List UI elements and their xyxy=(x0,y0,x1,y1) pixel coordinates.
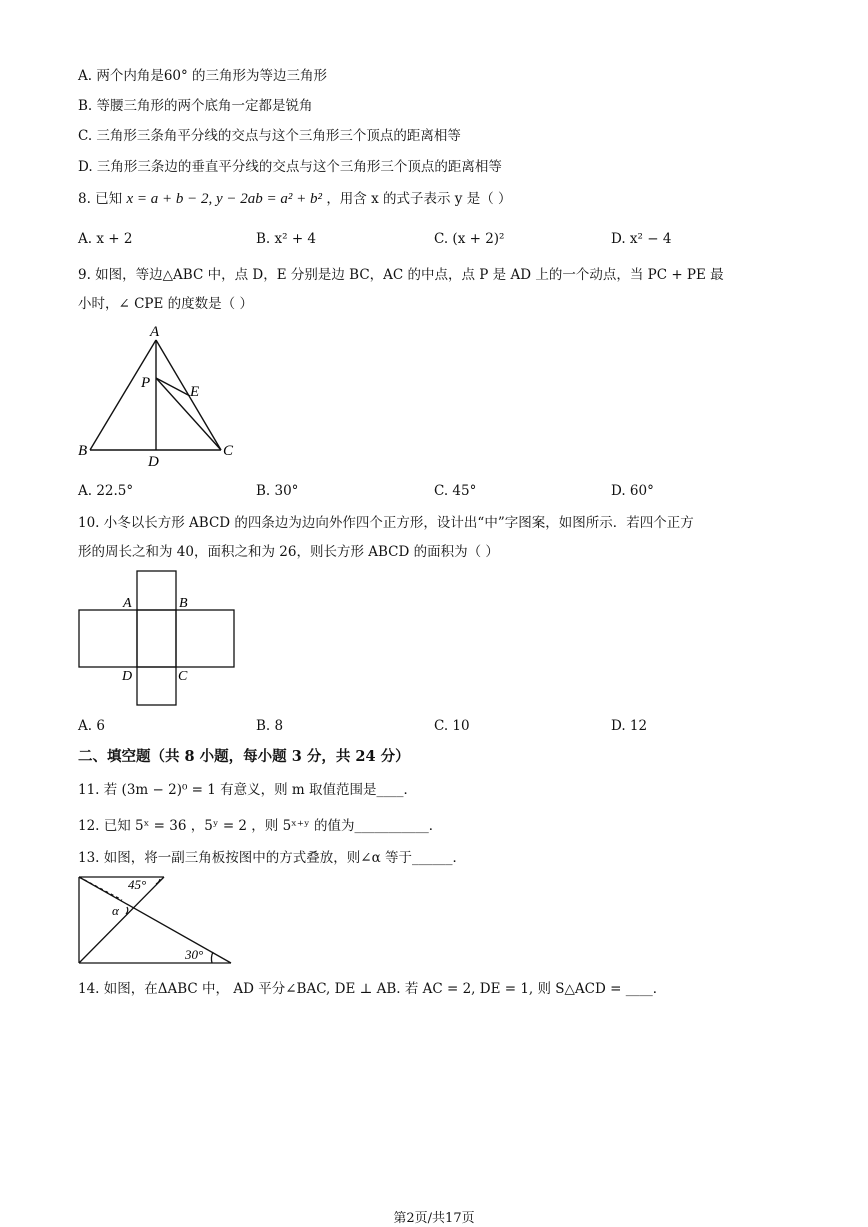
q8-option-a: A. x + 2 xyxy=(78,231,133,247)
q9-option-d: D. 60° xyxy=(611,483,654,499)
q9-stem-line1: 9. 如图，等边△ABC 中，点 D，E 分别是边 BC，AC 的中点，点 P 是 AD 上的一个动点，当 PC + PE 最 xyxy=(78,267,724,283)
label-p: P xyxy=(141,375,151,391)
q7-option-d: D. 三角形三条边的垂直平分线的交点与这个三角形三个顶点的距离相等 xyxy=(78,159,502,175)
q10-option-d: D. 12 xyxy=(611,718,648,734)
q10-stem-line2: 形的周长之和为 40，面积之和为 26，则长方形 ABCD 的面积为（ ） xyxy=(78,544,499,560)
q8-option-c: C. (x + 2)² xyxy=(434,231,505,247)
q13-figure-set-squares xyxy=(70,870,240,970)
q9-option-b: B. 30° xyxy=(256,483,299,499)
label-d: D xyxy=(122,669,133,684)
label-a: A xyxy=(123,596,132,611)
q14-stem: 14. 如图，在ΔABC 中， AD 平分∠BAC, DE ⊥ AB. 若 AC = 2, DE = 1, 则 S△ACD = ____． xyxy=(78,981,667,997)
label-b: B xyxy=(179,596,188,611)
q11-stem: 11. 若 (3m − 2)⁰ = 1 有意义，则 m 取值范围是____． xyxy=(78,782,418,798)
q8-stem xyxy=(78,190,512,208)
q9-stem-line2: 小时，∠ CPE 的度数是（ ） xyxy=(78,296,253,312)
label-c: C xyxy=(178,669,188,684)
q9-option-a: A. 22.5° xyxy=(78,483,134,499)
q7-option-a: A. 两个内角是60° 的三角形为等边三角形 xyxy=(78,68,328,84)
label-c: C xyxy=(223,443,234,459)
q8-stem-math: x = a + b − 2, y − 2ab = a² + b² xyxy=(126,191,323,207)
page-number-footer: 第2页/共17页 xyxy=(393,1211,475,1226)
q10-option-a: A. 6 xyxy=(78,718,105,734)
q13-stem: 13. 如图，将一副三角板按图中的方式叠放，则∠α 等于______． xyxy=(78,850,466,866)
label-a: A xyxy=(150,324,160,340)
angle-30-label: 30° xyxy=(185,947,204,962)
angle-45-label: 45° xyxy=(128,877,147,892)
q12-stem: 12. 已知 5ˣ = 36 ，5ʸ = 2 ，则 5ˣ⁺ʸ 的值为___________． xyxy=(78,818,443,834)
q10-option-b: B. 8 xyxy=(256,718,284,734)
q10-stem-line1: 10. 小冬以长方形 ABCD 的四条边为边向外作四个正方形，设计出“中”字图案，如图所示．若四个正方 xyxy=(78,515,694,531)
q7-option-b: B. 等腰三角形的两个底角一定都是锐角 xyxy=(78,98,313,114)
q8-stem-suffix: ，用含 x 的式子表示 y 是（ ） xyxy=(326,191,512,207)
label-e: E xyxy=(190,384,200,400)
q7-option-c: C. 三角形三条角平分线的交点与这个三角形三个顶点的距离相等 xyxy=(78,128,461,144)
q8-option-d: D. x² − 4 xyxy=(611,231,672,247)
section-heading: 二、填空题（共 8 小题，每小题 3 分，共 24 分） xyxy=(78,748,410,765)
q8-option-b: B. x² + 4 xyxy=(256,231,317,247)
q9-option-c: C. 45° xyxy=(434,483,477,499)
label-d: D xyxy=(148,454,159,470)
label-b: B xyxy=(78,443,88,459)
q10-option-c: C. 10 xyxy=(434,718,470,734)
angle-alpha-label: α xyxy=(112,903,119,918)
q10-figure-cross xyxy=(70,565,245,710)
q9-figure-triangle xyxy=(70,320,250,475)
q8-stem-prefix: 8. 已知 xyxy=(78,191,123,207)
